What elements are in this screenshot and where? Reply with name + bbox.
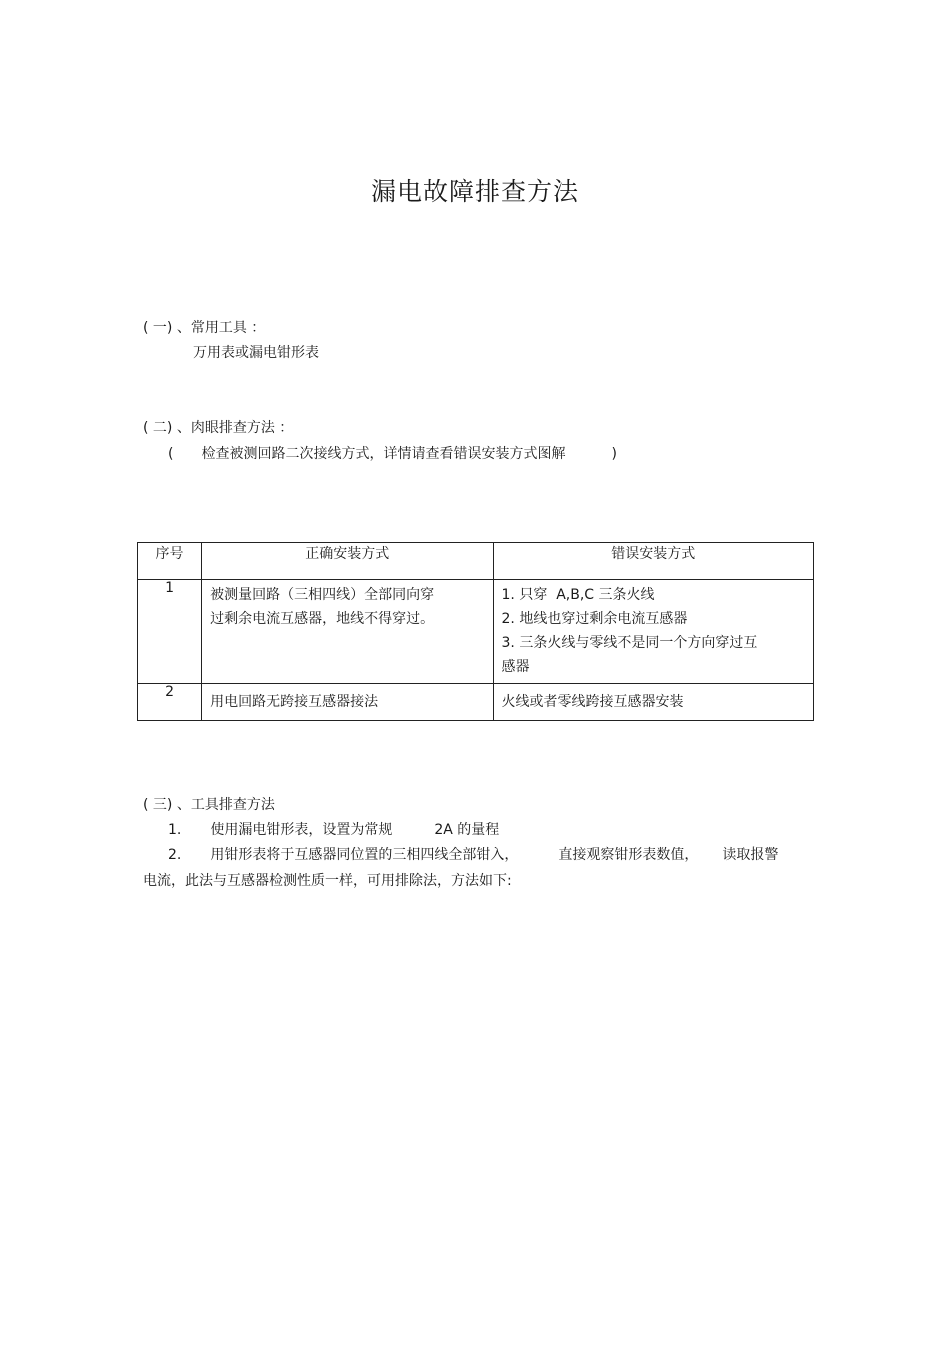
note-open-paren: ( [168,446,174,462]
header-wrong: 错误安装方式 [493,543,813,580]
row2-correct-line: 用电回路无跨接互感器接法 [210,694,379,710]
section1-content: 万用表或漏电钳形表 [193,345,319,361]
row1-wrong-line: 3. 三条火线与零线不是同一个方向穿过互 [501,635,758,651]
section3-heading: ( 三) 、工具排查方法 [143,797,275,813]
row2-wrong-line: 火线或者零线跨接互感器安装 [501,694,684,710]
section2-note [168,444,617,464]
header-seq: 序号 [138,543,202,580]
row1-wrong [493,580,813,684]
item2-number: 2. [168,847,182,863]
installation-table [137,542,814,721]
document-title: 漏电故障排查方法 [370,177,579,206]
item2-text-b: 直接观察钳形表数值， [558,847,699,863]
section1-heading: ( 一) 、常用工具 ： [143,320,266,336]
row2-seq: 2 [138,684,202,721]
item2-text-a: 用钳形表将于互感器同位置的三相四线全部钳入， [210,847,519,863]
row1-wrong-line: 感器 [501,659,530,675]
row2-wrong [493,684,813,721]
row1-correct-line: 过剩余电流互感器，地线不得穿过。 [210,611,435,627]
row2-correct [202,684,493,721]
header-correct: 正确安装方式 [202,543,493,580]
row1-wrong-line: 2. 地线也穿过剩余电流互感器 [501,611,688,627]
section3-item1 [168,820,499,840]
item1-number: 1. [168,822,182,838]
row1-correct-line: 被测量回路（三相四线）全部同向穿 [210,587,435,603]
table-header-row [138,543,814,580]
section3-item2-continued: 电流，此法与互感器检测性质一样，可用排除法，方法如下: [143,873,512,889]
table-row [138,580,814,684]
item1-text-b: 2A 的量程 [434,822,500,838]
item1-text-a: 使用漏电钳形表，设置为常规 [210,822,393,838]
section2-heading: ( 二) 、肉眼排查方法 ： [143,420,294,436]
section3-item2 [168,845,778,865]
note-text: 检查被测回路二次接线方式，详情请查看错误安装方式图解 [201,446,566,462]
note-close-paren: ) [611,446,617,462]
row1-correct [202,580,493,684]
item2-text-c: 读取报警 [722,847,779,863]
table-row [138,684,814,721]
row1-seq: 1 [138,580,202,684]
row1-wrong-line: 1. 只穿 A,B,C 三条火线 [501,587,655,603]
